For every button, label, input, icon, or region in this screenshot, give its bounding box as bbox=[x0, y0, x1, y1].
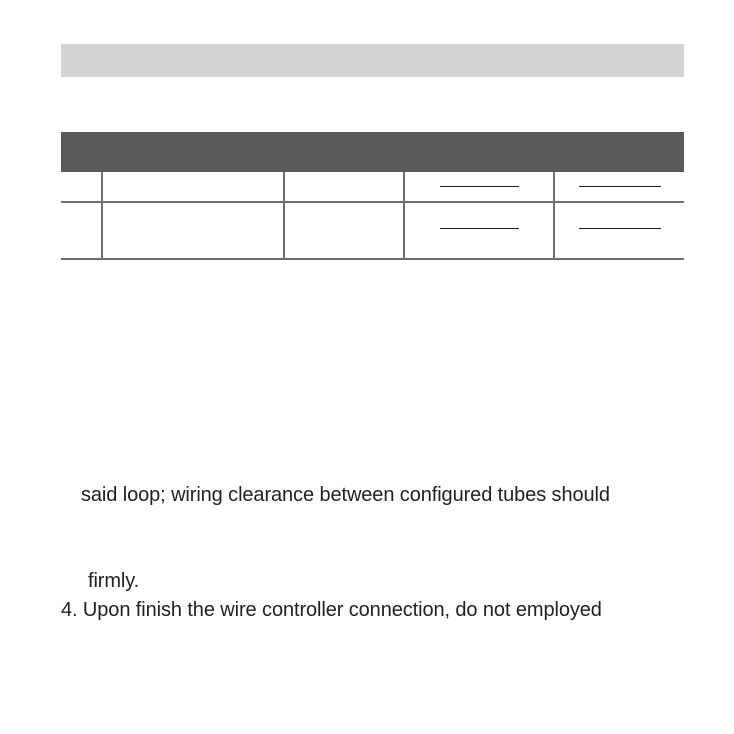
table-blank-underline bbox=[440, 186, 519, 187]
table-row-divider bbox=[61, 201, 684, 203]
table-bottom-rule bbox=[61, 258, 684, 260]
body-text-line: firmly. bbox=[88, 570, 140, 592]
numbered-instruction: 4. Upon finish the wire controller connection, do not employed bbox=[61, 599, 602, 621]
section-banner bbox=[61, 44, 684, 77]
table-column-divider bbox=[553, 172, 555, 260]
table-blank-underline bbox=[440, 228, 519, 229]
table-column-divider bbox=[101, 172, 103, 260]
table-header-row bbox=[61, 132, 684, 172]
body-text-line: said loop; wiring clearance between configured tubes should bbox=[81, 484, 610, 506]
table-column-divider bbox=[403, 172, 405, 260]
table-column-divider bbox=[283, 172, 285, 260]
table-blank-underline bbox=[579, 186, 661, 187]
table-blank-underline bbox=[579, 228, 661, 229]
